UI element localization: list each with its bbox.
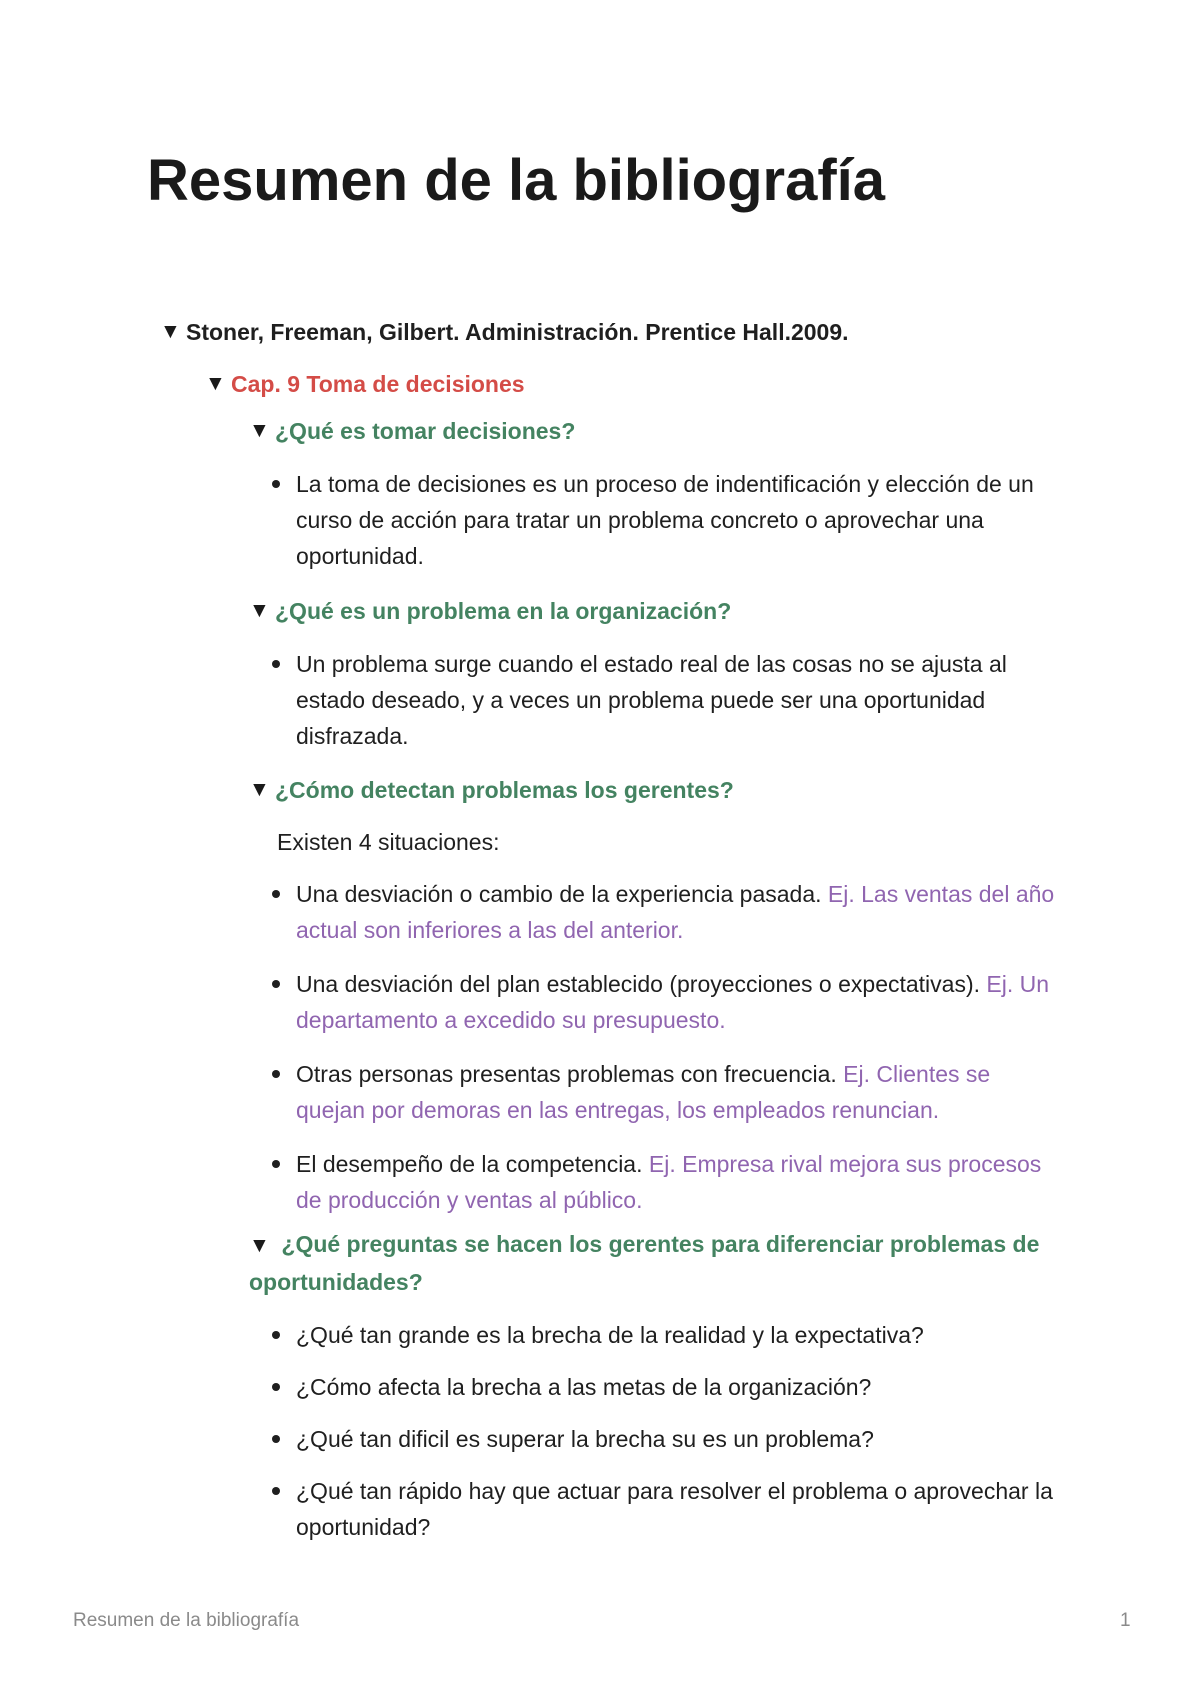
- list-item: [296, 1369, 1056, 1405]
- footer-document-title: Resumen de la bibliografía: [73, 1610, 300, 1631]
- triangle-down-icon[interactable]: ▼: [249, 419, 270, 442]
- bullet-text: El desempeño de la competencia.: [296, 1151, 643, 1177]
- triangle-down-icon[interactable]: ▼: [249, 599, 270, 622]
- list-item: [296, 466, 1056, 574]
- section-heading: ¿Qué es tomar decisiones?: [275, 418, 576, 444]
- triangle-down-icon[interactable]: ▼: [249, 1234, 270, 1257]
- bullet-text: ¿Qué tan grande es la brecha de la realidad y la expectativa?: [296, 1322, 924, 1348]
- toggle-section-manager-questions[interactable]: [249, 1226, 1049, 1300]
- toggle-source[interactable]: [160, 314, 849, 350]
- list-item: [296, 646, 1056, 754]
- chapter-heading: Cap. 9 Toma de decisiones: [231, 371, 525, 397]
- triangle-down-icon[interactable]: ▼: [160, 320, 181, 343]
- toggle-section-organization-problem[interactable]: [249, 593, 1049, 629]
- list-item: [296, 1473, 1056, 1545]
- bullet-text: ¿Qué tan rápido hay que actuar para resolver el problema o aprovechar la oportunidad?: [296, 1478, 1053, 1540]
- bullet-example: Ej. Las ventas del año actual son inferiores a las del anterior.: [296, 881, 1055, 943]
- bullet-text: Una desviación del plan establecido (proyecciones o expectativas).: [296, 971, 981, 997]
- list-item: [296, 876, 1056, 948]
- triangle-down-icon[interactable]: ▼: [205, 372, 226, 395]
- list-item: [296, 1056, 1056, 1128]
- list-item: [296, 1317, 1056, 1353]
- toggle-section-what-is-deciding[interactable]: [249, 413, 1049, 449]
- section-heading: ¿Qué preguntas se hacen los gerentes para diferenciar problemas de oportunidades?: [249, 1231, 1040, 1295]
- bullet-text: Un problema surge cuando el estado real de las cosas no se ajusta al estado deseado, y a veces un problema puede ser una oportunidad disfrazada.: [296, 651, 1007, 749]
- bullet-text: ¿Cómo afecta la brecha a las metas de la organización?: [296, 1374, 872, 1400]
- bullet-text: Otras personas presentas problemas con frecuencia.: [296, 1061, 837, 1087]
- section-heading: ¿Qué es un problema en la organización?: [275, 598, 732, 624]
- section-heading: ¿Cómo detectan problemas los gerentes?: [275, 777, 734, 803]
- list-item: [296, 1421, 1056, 1457]
- list-item: [296, 1146, 1056, 1218]
- page-title: Resumen de la bibliografía: [147, 148, 886, 213]
- toggle-section-detecting-problems[interactable]: [249, 772, 1049, 808]
- triangle-down-icon[interactable]: ▼: [249, 778, 270, 801]
- bullet-text: ¿Qué tan dificil es superar la brecha su es un problema?: [296, 1426, 874, 1452]
- bullet-text: Una desviación o cambio de la experiencia pasada.: [296, 881, 822, 907]
- bullet-text: La toma de decisiones es un proceso de indentificación y elección de un curso de acción para tratar un problema concreto o aprovechar una oportunidad.: [296, 471, 1034, 569]
- bullet-example: Ej. Clientes se quejan por demoras en las entregas, los empleados renuncian.: [296, 1061, 991, 1123]
- list-item: [296, 966, 1056, 1038]
- bullet-example: Ej. Empresa rival mejora sus procesos de producción y ventas al público.: [296, 1151, 1042, 1213]
- bullet-example: Ej. Un departamento a excedido su presupuesto.: [296, 971, 1050, 1033]
- footer-page-number: 1: [1120, 1610, 1131, 1631]
- toggle-chapter[interactable]: [205, 366, 525, 402]
- section-intro: Existen 4 situaciones:: [277, 829, 500, 855]
- source-citation: Stoner, Freeman, Gilbert. Administración. Prentice Hall.2009.: [186, 319, 849, 345]
